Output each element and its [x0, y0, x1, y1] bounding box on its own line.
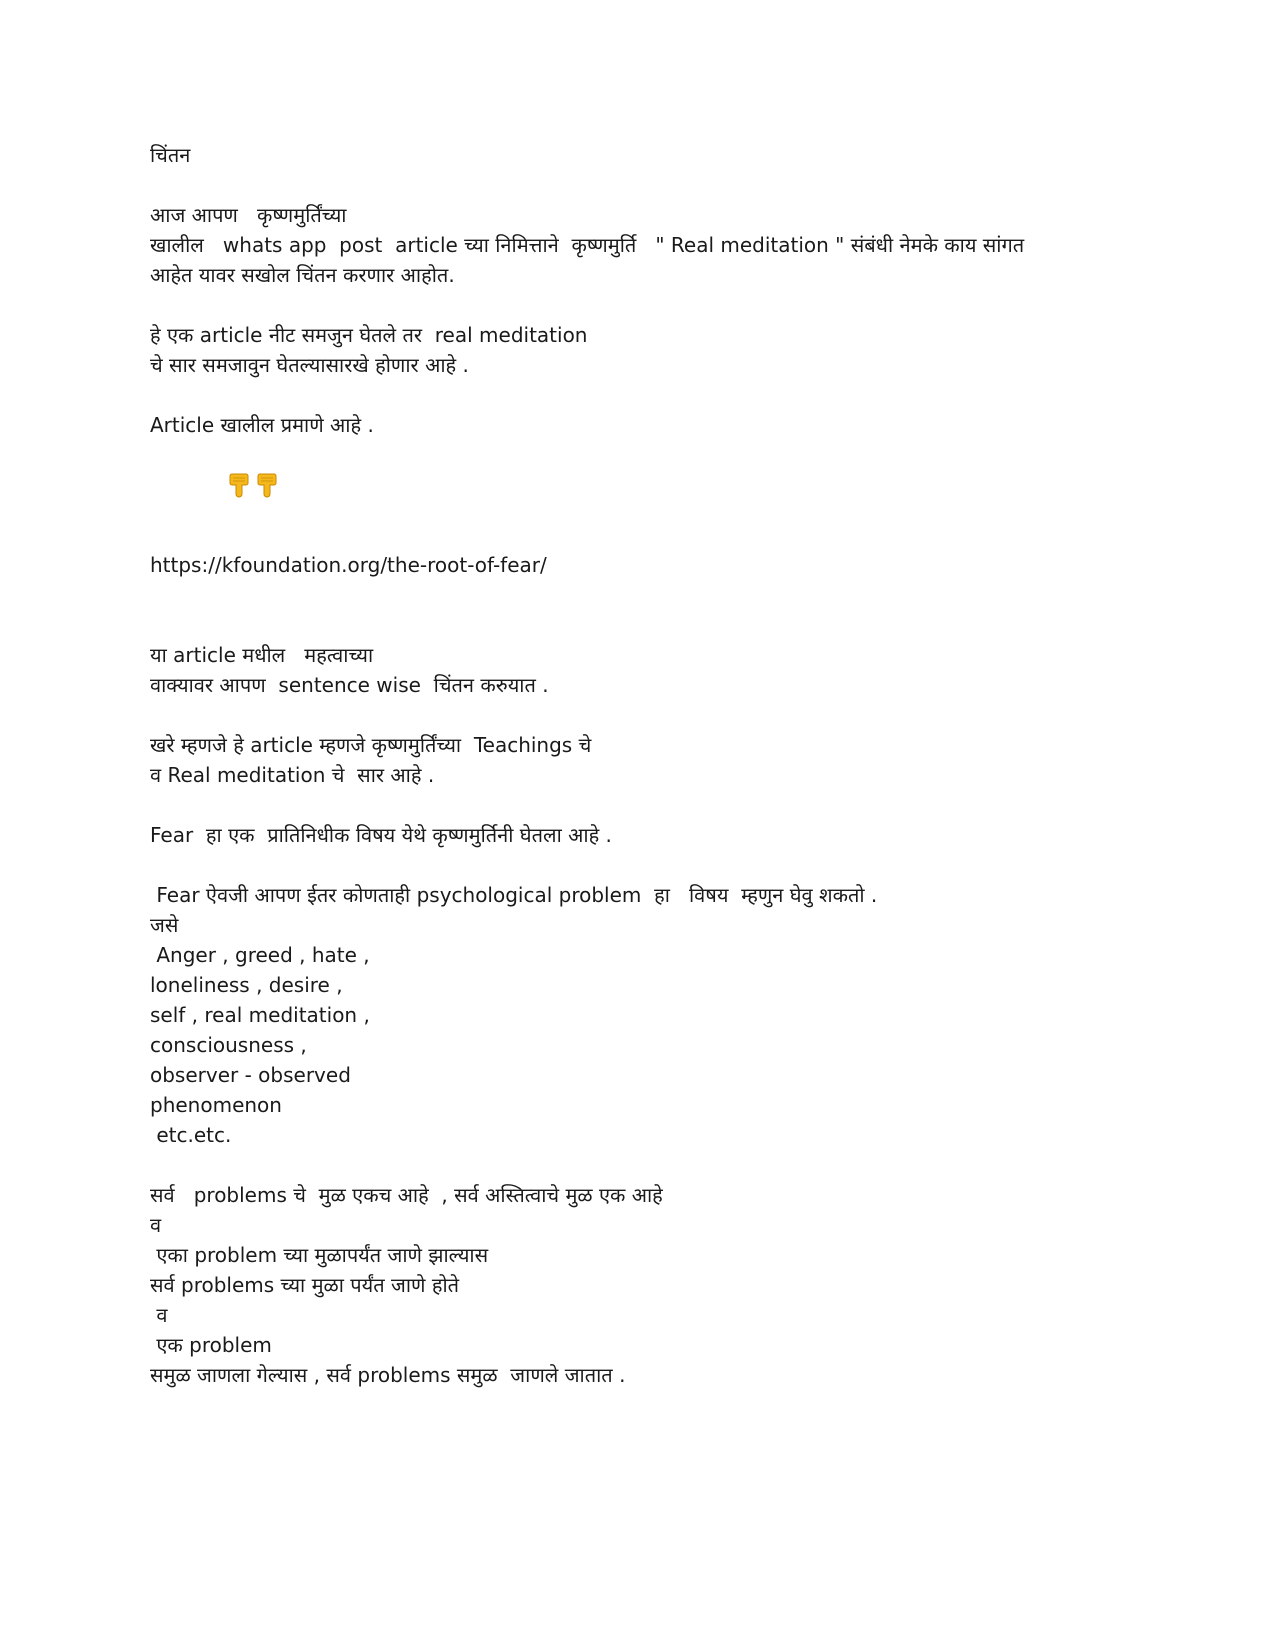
- paragraph-5-line-1: खरे म्हणजे हे article म्हणजे कृष्णमुर्तिंच्या Teachings चे: [150, 733, 592, 757]
- backhand-index-pointing-down-icon: [228, 472, 250, 498]
- paragraph-3: Article खालील प्रमाणे आहे .: [150, 413, 374, 437]
- pointing-down-emojis: [150, 470, 1150, 510]
- paragraph-2-line-2: चे सार समजावुन घेतल्यासारखे होणार आहे .: [150, 353, 469, 377]
- paragraph-4-line-1: या article मधील महत्वाच्या: [150, 643, 374, 667]
- paragraph-7-line-5: self , real meditation ,: [150, 1003, 370, 1027]
- paragraph-7-line-9: etc.etc.: [150, 1123, 232, 1147]
- paragraph-1-line-2: खालील whats app post article च्या निमित्ताने कृष्णमुर्ति " Real meditation " संबंधी नेमके काय सांगत: [150, 233, 1025, 257]
- paragraph-8-line-6: एक problem: [150, 1333, 272, 1357]
- paragraph-7-line-2: जसे: [150, 913, 179, 937]
- article-link[interactable]: https://kfoundation.org/the-root-of-fear/: [150, 553, 547, 577]
- paragraph-1-line-1: आज आपण कृष्णमुर्तिंच्या: [150, 203, 347, 227]
- document-page: [150, 140, 1150, 1390]
- paragraph-8-line-5: व: [150, 1303, 168, 1327]
- paragraph-8-line-7: समुळ जाणला गेल्यास , सर्व problems समुळ जाणले जातात .: [150, 1363, 626, 1387]
- paragraph-7-line-3: Anger , greed , hate ,: [150, 943, 370, 967]
- doc-title: चिंतन: [150, 143, 191, 167]
- paragraph-8-line-3: एका problem च्या मुळापर्यंत जाणे झाल्यास: [150, 1243, 489, 1267]
- paragraph-8-line-1: सर्व problems चे मुळ एकच आहे , सर्व अस्तित्वाचे मुळ एक आहे: [150, 1183, 663, 1207]
- paragraph-7-line-1: Fear ऐवजी आपण ईतर कोणताही psychological problem हा विषय म्हणुन घेवु शकतो .: [150, 883, 878, 907]
- paragraph-4-line-2: वाक्यावर आपण sentence wise चिंतन करुयात .: [150, 673, 549, 697]
- backhand-index-pointing-down-icon: [256, 472, 278, 498]
- paragraph-8-line-2: व: [150, 1213, 162, 1237]
- paragraph-8-line-4: सर्व problems च्या मुळा पर्यंत जाणे होते: [150, 1273, 460, 1297]
- paragraph-7-line-4: loneliness , desire ,: [150, 973, 343, 997]
- paragraph-7-line-8: phenomenon: [150, 1093, 282, 1117]
- paragraph-7-line-6: consciousness ,: [150, 1033, 307, 1057]
- paragraph-5-line-2: व Real meditation चे सार आहे .: [150, 763, 435, 787]
- paragraph-7-line-7: observer - observed: [150, 1063, 351, 1087]
- paragraph-1-line-3: आहेत यावर सखोल चिंतन करणार आहोत.: [150, 263, 455, 287]
- paragraph-6: Fear हा एक प्रातिनिधीक विषय येथे कृष्णमुर्तिनी घेतला आहे .: [150, 823, 612, 847]
- paragraph-2-line-1: हे एक article नीट समजुन घेतले तर real meditation: [150, 323, 588, 347]
